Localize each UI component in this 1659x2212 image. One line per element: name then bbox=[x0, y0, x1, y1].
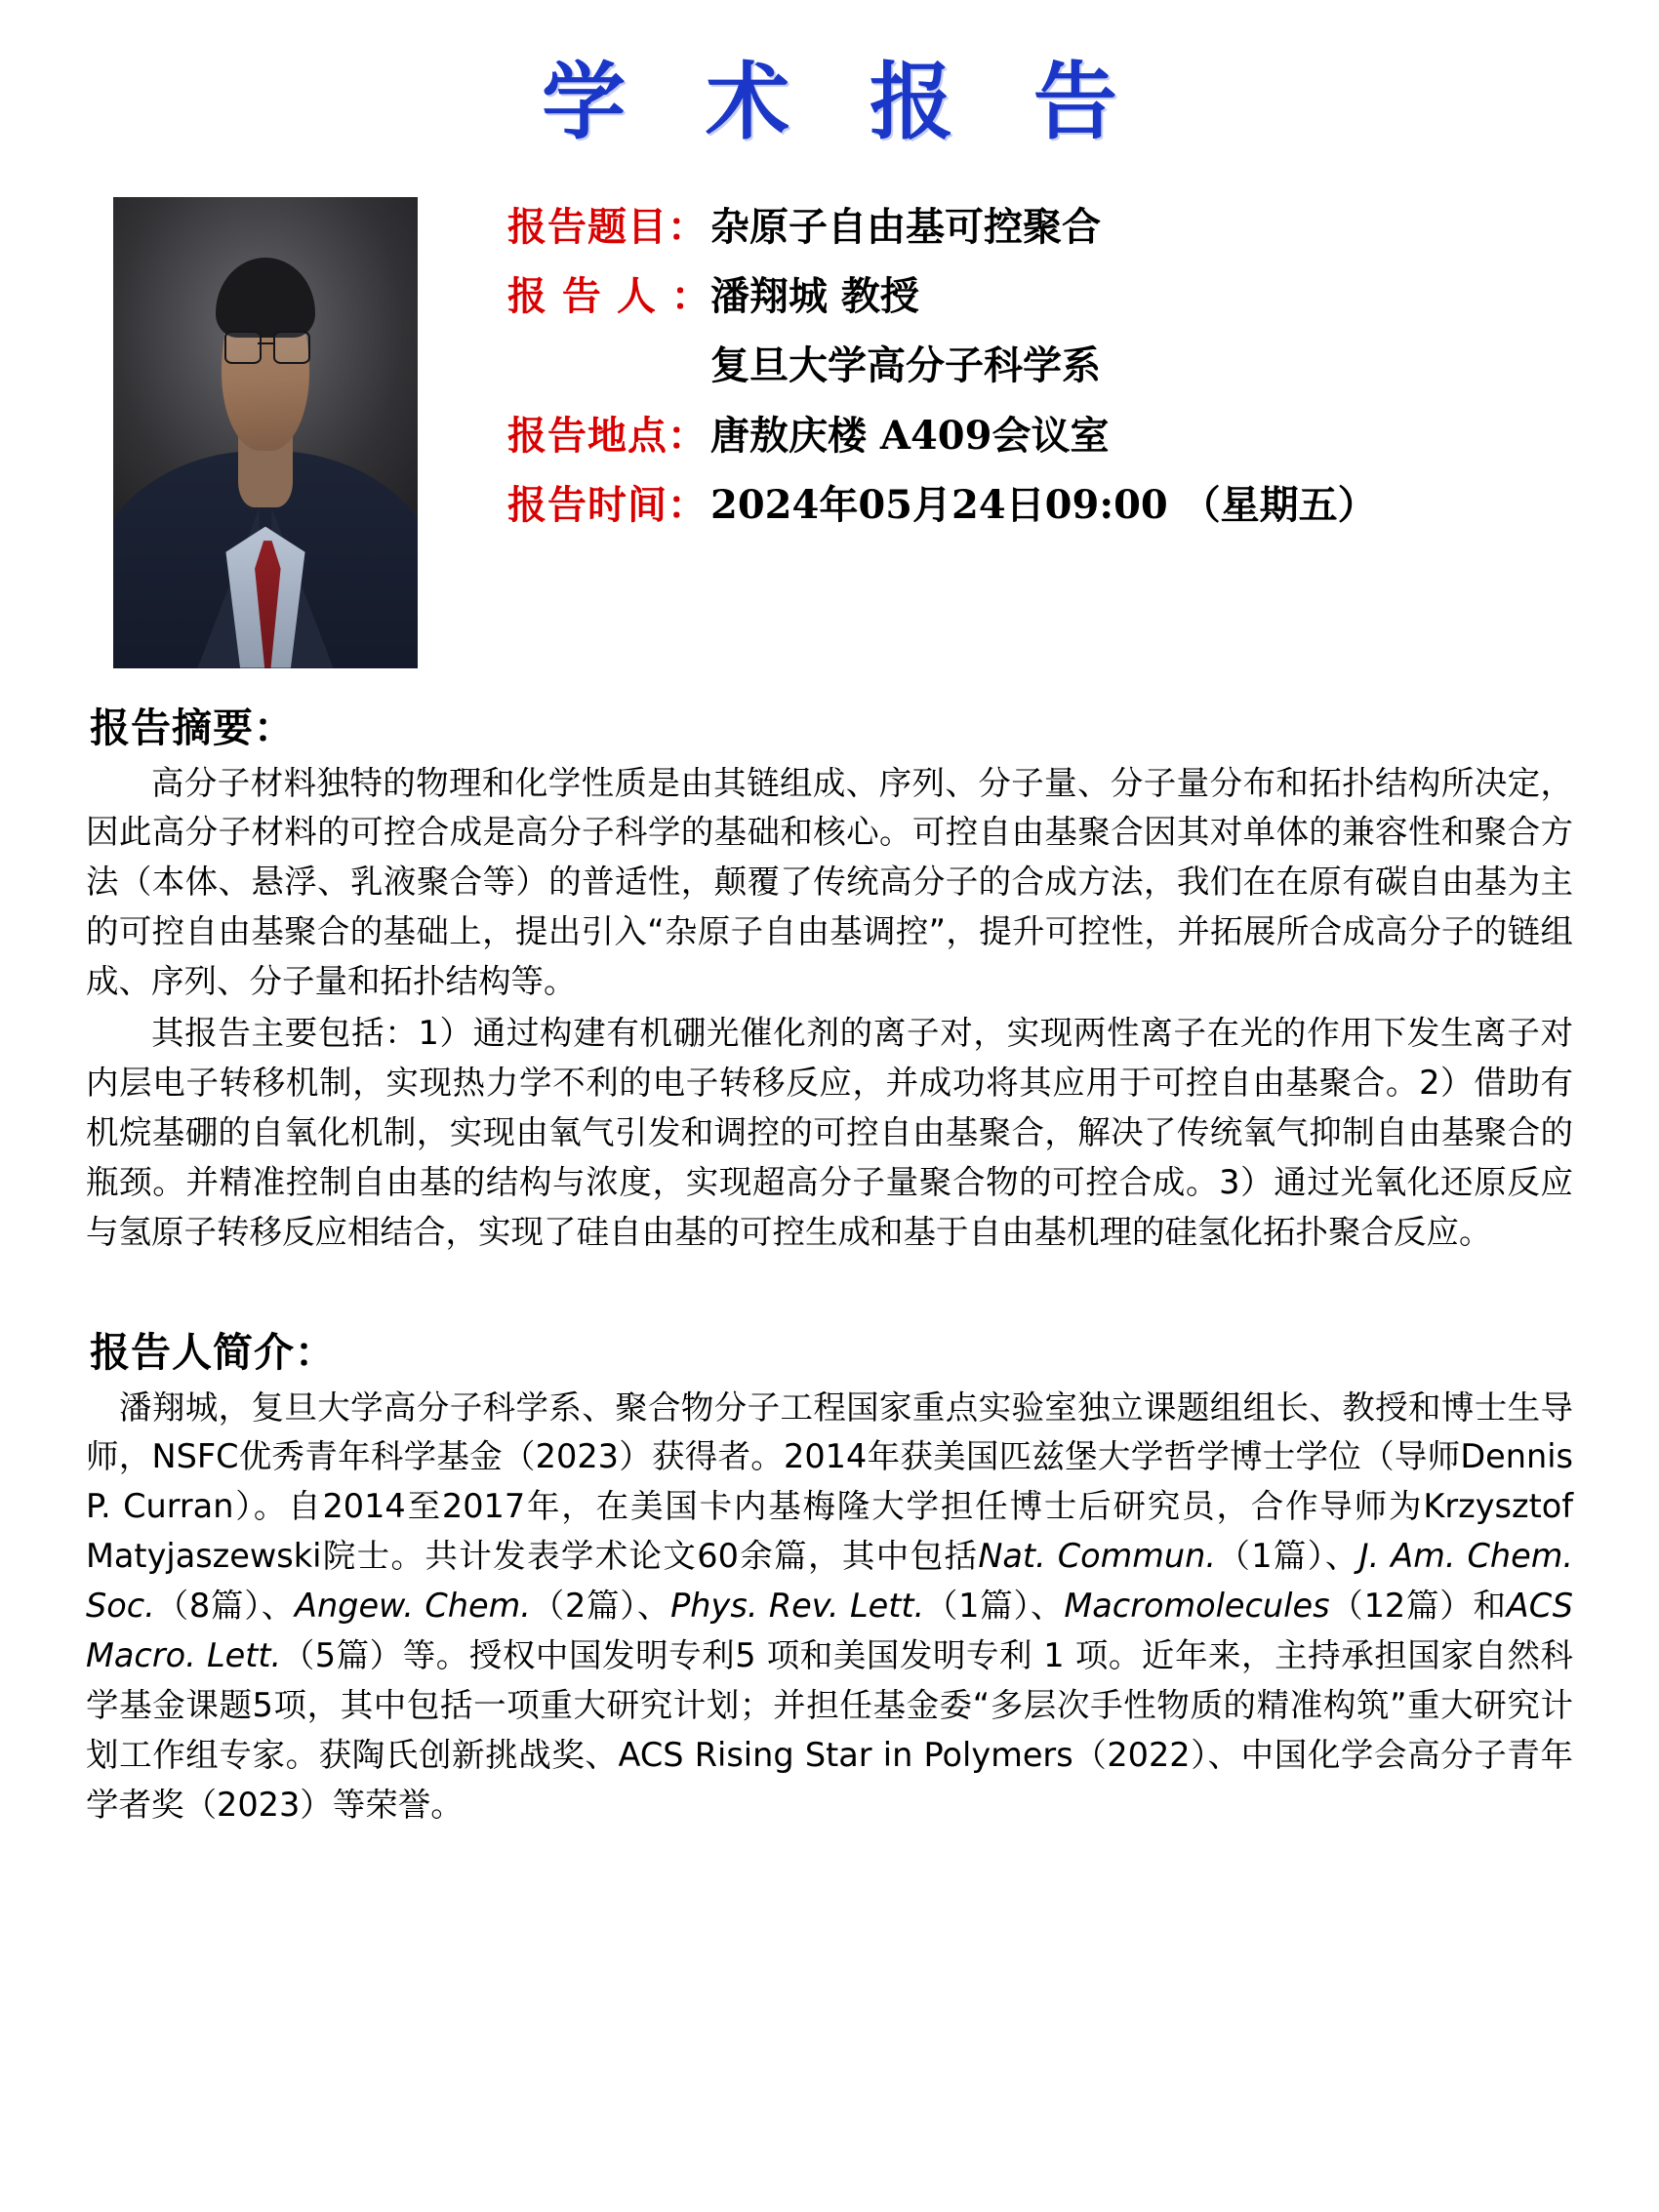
bio-text: （12篇）和 bbox=[1329, 1587, 1507, 1626]
portrait-glasses-left bbox=[224, 331, 262, 364]
speaker-header bbox=[86, 189, 1573, 668]
journal-name: Angew. Chem. bbox=[295, 1587, 531, 1626]
journal-name: Phys. Rev. Lett. bbox=[670, 1587, 925, 1626]
info-row-affiliation bbox=[507, 342, 1573, 390]
bio-text: （5篇）等。授权中国发明专利5 项和美国发明专利 1 项。近年来，主持承担国家自然科学基金课题5项，其中包括一项重大研究计划；并担任基金委“多层次手性物质的精准构筑”重大研究计划工作组专家。获陶氏创新挑战奖、ACS Rising Star in Polymers（2022）、中国化学会高分子青年学者奖（2023）等荣誉。 bbox=[86, 1636, 1573, 1824]
info-label-topic: 报告题目： bbox=[507, 204, 708, 250]
journal-name: J. Am. Chem. Soc. bbox=[86, 1537, 1573, 1626]
journal-name: ACS Macro. Lett. bbox=[86, 1587, 1573, 1675]
info-row-venue bbox=[507, 412, 1573, 461]
info-value-venue: 唐敖庆楼 A409会议室 bbox=[710, 412, 1110, 459]
page-title: 学 术 报 告 bbox=[542, 54, 1143, 151]
abstract-heading: 报告摘要： bbox=[90, 704, 295, 751]
bio-paragraph bbox=[86, 1384, 1573, 1830]
abstract-paragraph: 其报告主要包括：1）通过构建有机硼光催化剂的离子对，实现两性离子在光的作用下发生离子对内层电子转移机制，实现热力学不利的电子转移反应，并成功将其应用于可控自由基聚合。2）借助有机烷基硼的自氧化机制，实现由氧气引发和调控的可控自由基聚合，解决了传统氧气抑制自由基聚合的瓶颈。并精准控制自由基的结构与浓度，实现超高分子量聚合物的可控合成。3）通过光氧化还原反应与氢原子转移反应相结合，实现了硅自由基的可控生成和基于自由基机理的硅氢化拓扑聚合反应。 bbox=[86, 1014, 1573, 1251]
bio-text: （8篇）、 bbox=[154, 1587, 296, 1626]
abstract-paragraph: 高分子材料独特的物理和化学性质是由其链组成、序列、分子量、分子量分布和拓扑结构所决定，因此高分子材料的可控合成是高分子科学的基础和核心。可控自由基聚合因其对单体的兼容性和聚合方法（本体、悬浮、乳液聚合等）的普适性，颠覆了传统高分子的合成方法，我们在在原有碳自由基为主的可控自由基聚合的基础上，提出引入“杂原子自由基调控”，提升可控性，并拓展所合成高分子的链组成、序列、分子量和拓扑结构等。 bbox=[86, 763, 1573, 1001]
speaker-photo bbox=[113, 197, 418, 668]
info-label-speaker: 报 告 人 ： bbox=[507, 273, 711, 319]
info-value-speaker: 潘翔城 教授 bbox=[710, 272, 919, 319]
info-row-topic bbox=[507, 203, 1573, 252]
bio-body bbox=[86, 1384, 1573, 1830]
portrait-glasses-right bbox=[273, 331, 310, 364]
info-row-time bbox=[507, 481, 1573, 530]
info-row-speaker bbox=[507, 272, 1573, 321]
bio-text: （2篇）、 bbox=[530, 1587, 671, 1626]
journal-name: Nat. Commun. bbox=[978, 1537, 1216, 1576]
talk-info-list bbox=[418, 189, 1573, 551]
bio-text: （1篇）、 bbox=[924, 1587, 1065, 1626]
bio-text: 潘翔城，复旦大学高分子科学系、聚合物分子工程国家重点实验室独立课题组组长、教授和博士生导师，NSFC优秀青年科学基金（2023）获得者。2014年获美国匹兹堡大学哲学博士学位（导师Dennis P. Curran）。自2014至2017年，在美国卡内基梅隆大学担任博士后研究员，合作导师为Krzysztof Matyjaszewski院士。共计发表学术论文60余篇，其中包括 bbox=[86, 1388, 1573, 1576]
info-value-affiliation: 复旦大学高分子科学系 bbox=[710, 342, 1101, 389]
portrait-glasses-bridge bbox=[258, 342, 273, 344]
info-label-time: 报告时间： bbox=[507, 483, 708, 529]
journal-name: Macromolecules bbox=[1064, 1587, 1330, 1626]
info-value-topic: 杂原子自由基可控聚合 bbox=[710, 203, 1101, 250]
info-label-venue: 报告地点： bbox=[507, 413, 708, 459]
bio-text: （1篇）、 bbox=[1215, 1537, 1359, 1576]
info-value-time: 2024年05月24日09:00 （星期五） bbox=[710, 482, 1377, 529]
abstract-body bbox=[86, 759, 1573, 1258]
section-gap bbox=[86, 1260, 1573, 1293]
bio-heading: 报告人简介： bbox=[90, 1328, 336, 1376]
